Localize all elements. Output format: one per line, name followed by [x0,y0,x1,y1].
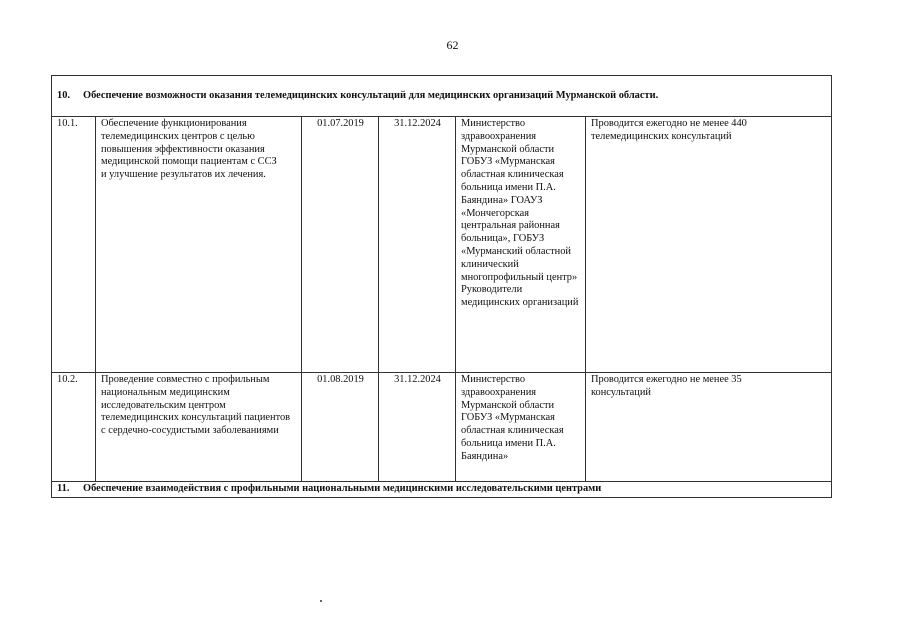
section-number: 10. [57,89,70,101]
section-header-row [52,482,832,498]
section-number: 11. [57,483,70,495]
table-row [52,373,832,482]
responsible-text: Министерство здравоохранения Мурманской области ГОБУЗ «Мурманская областная клиническая больница имени П.А. Баяндина» ГОАУЗ «Мончегорская центральная районная больница», ГОБУЗ «Мурманский областной клинический многопрофильный центр» Руководители медицинских организаций [461,118,579,309]
end-date-cell: 31.12.2024 [379,117,456,373]
section-title: Обеспечение взаимодействия с профильными национальными медицинскими исследовательскими центрами [83,483,602,495]
result-cell [586,117,832,373]
table-row [52,117,832,373]
start-date-cell: 01.07.2019 [302,117,379,373]
responsible-cell [456,373,586,482]
activity-text: Проведение совместно с профильным национальным медицинским исследовательским центром телемедицинских консультаций пациентов с сердечно-сосудистыми заболеваниями [101,374,291,437]
responsible-text: Министерство здравоохранения Мурманской области ГОБУЗ «Мурманская областная клиническая больница имени П.А. Баяндина» [461,374,564,462]
page-number: 62 [446,38,459,52]
activity-text: Обеспечение функционирования телемедицинских центров с целью повышения эффективности оказания медицинской помощи пациентам с ССЗ и улучшение результатов их лечения. [101,118,277,181]
section-header-cell [52,76,832,117]
scan-speck [320,600,322,602]
activity-cell [96,373,302,482]
row-number: 10.2. [52,373,96,482]
activity-cell [96,117,302,373]
end-date-cell: 31.12.2024 [379,373,456,482]
result-text: Проводится ежегодно не менее 440 телемедицинских консультаций [591,118,747,142]
result-cell [586,373,832,482]
row-number: 10.1. [52,117,96,373]
responsible-cell [456,117,586,373]
result-text: Проводится ежегодно не менее 35 консультаций [591,374,742,398]
start-date-cell: 01.08.2019 [302,373,379,482]
activities-table [51,75,832,498]
section-header-cell [52,482,832,498]
section-title: Обеспечение возможности оказания телемедицинских консультаций для медицинских организаций Мурманской области. [83,89,659,101]
section-header-row [52,76,832,117]
